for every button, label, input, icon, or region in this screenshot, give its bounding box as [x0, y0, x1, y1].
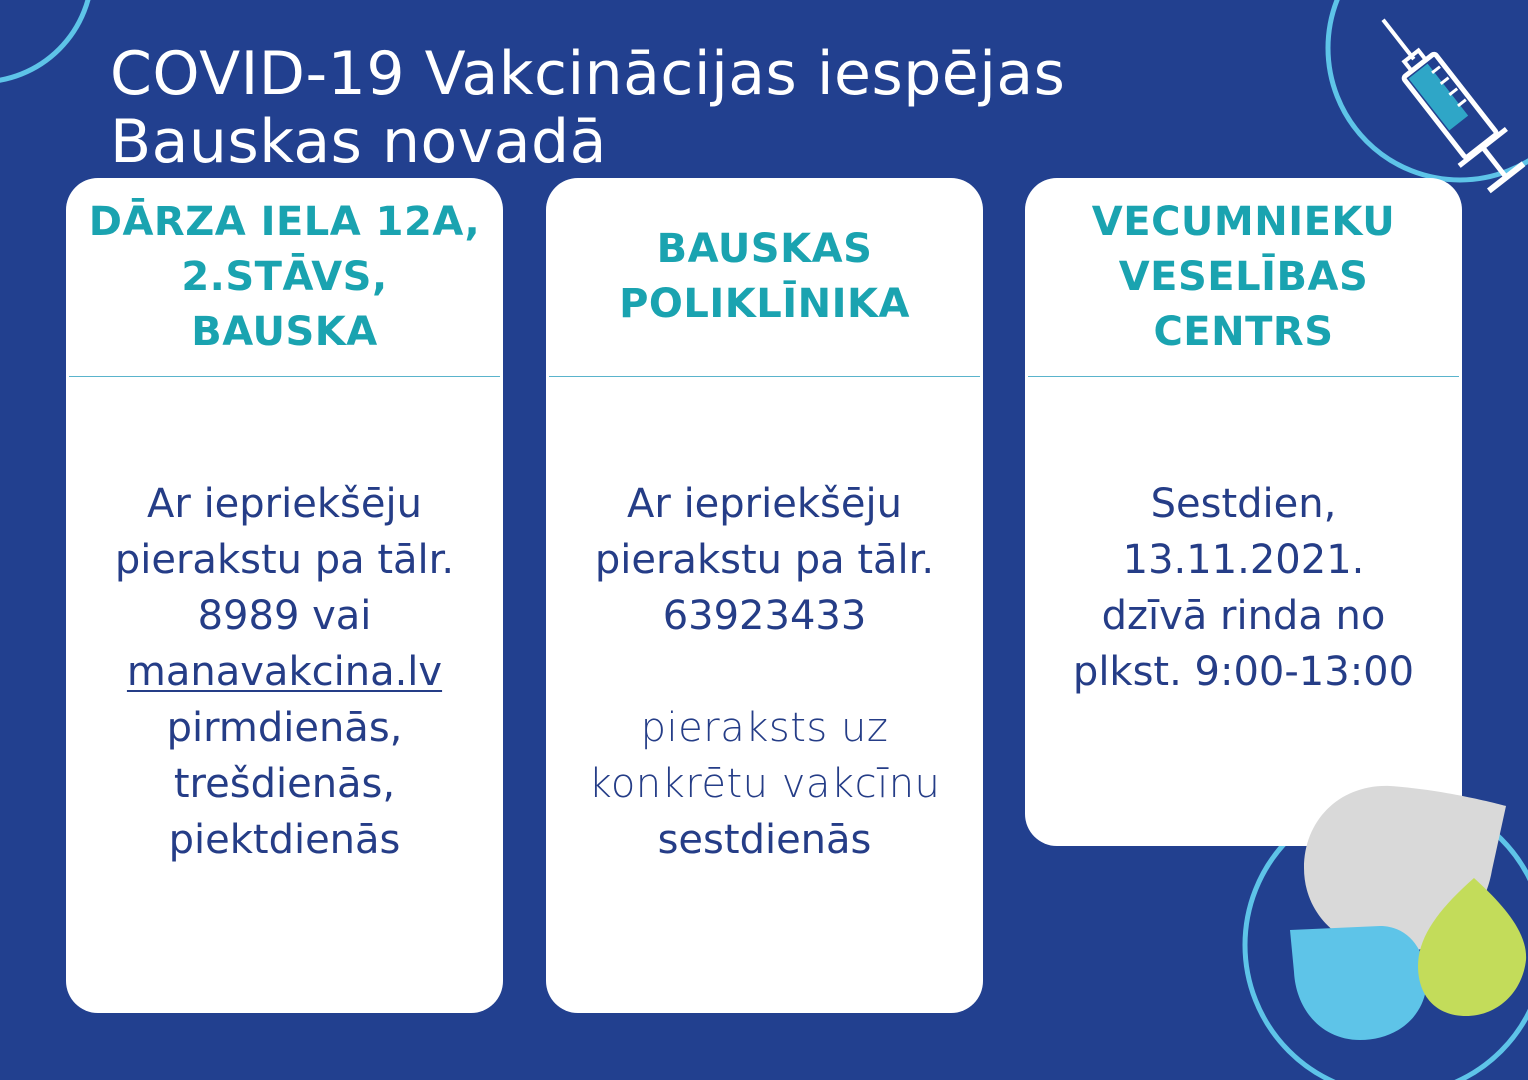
location-card-bauskas-poliklinika: [546, 178, 983, 1013]
spacer: [546, 644, 983, 700]
card-heading: [1092, 195, 1395, 360]
card-header: [549, 178, 980, 377]
body-line: trešdienās,: [173, 761, 396, 807]
card-heading: [89, 195, 480, 360]
body-line: piektdienās: [168, 817, 401, 863]
heading-line: DĀRZA IELA 12A,: [88, 198, 481, 245]
body-line: pirmdienās,: [166, 705, 403, 751]
card-body: [66, 476, 503, 868]
body-line: Ar iepriekšēju: [627, 481, 902, 527]
body-line: pierakstu pa tālr.: [114, 537, 455, 583]
card-body: [1025, 476, 1462, 700]
card-header: [69, 178, 500, 377]
ring-top-left: [0, 0, 92, 82]
heading-line: 2.STĀVS,: [181, 253, 388, 300]
body-line: 8989 vai: [197, 593, 372, 639]
body-line: pieraksts uz: [640, 705, 889, 751]
heading-line: BAUSKA: [191, 308, 378, 355]
title-line-1: COVID-19 Vakcinācijas iespējas: [110, 39, 1066, 109]
heading-line: VECUMNIEKU: [1091, 198, 1396, 245]
body-line: 63923433: [662, 593, 867, 639]
location-card-darza-iela: [66, 178, 503, 1013]
location-card-vecumnieku-veselibas-centrs: [1025, 178, 1462, 846]
ring-top-right: [1328, 0, 1528, 180]
card-body: [546, 476, 983, 868]
card-header: [1028, 178, 1459, 377]
heading-line: POLIKLĪNIKA: [619, 281, 910, 327]
card-heading: [619, 222, 910, 332]
body-line: pierakstu pa tālr.: [594, 537, 935, 583]
body-line: plkst. 9:00-13:00: [1072, 649, 1415, 695]
heading-line: CENTRS: [1153, 308, 1334, 355]
body-line: 13.11.2021.: [1122, 537, 1365, 583]
body-line: Sestdien,: [1150, 481, 1337, 527]
body-line-link-wrap: [66, 644, 503, 700]
heading-line: BAUSKAS: [656, 226, 873, 272]
body-line: sestdienās: [657, 817, 872, 863]
page-title: [110, 40, 1065, 176]
title-line-2: Bauskas novadā: [110, 107, 607, 177]
body-line: Ar iepriekšēju: [147, 481, 422, 527]
heading-line: VESELĪBAS: [1118, 253, 1369, 300]
manavakcina-link[interactable]: manavakcina.lv: [126, 649, 443, 695]
body-line: dzīvā rinda no: [1101, 593, 1386, 639]
body-line: konkrētu vakcīnu: [588, 761, 941, 807]
